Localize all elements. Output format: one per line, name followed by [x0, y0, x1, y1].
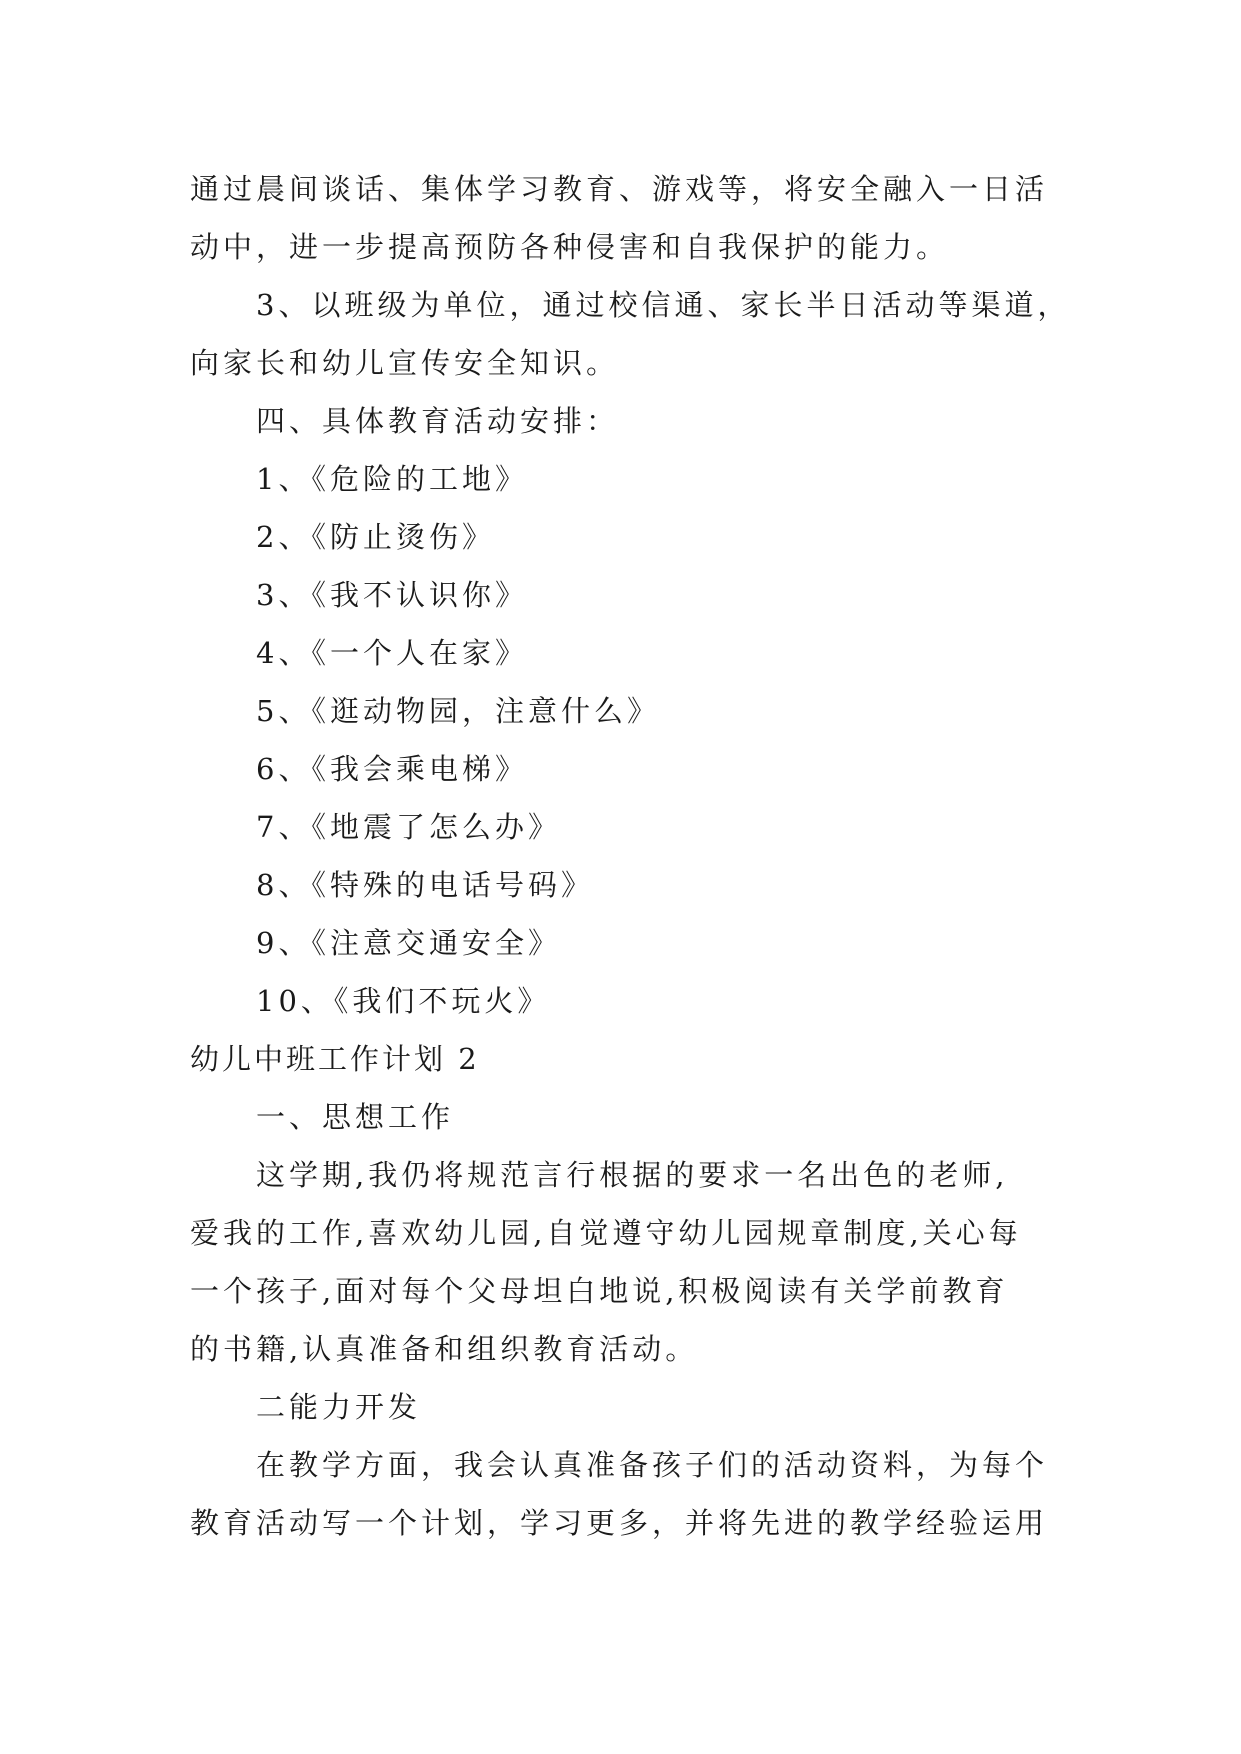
- section-heading: 一、思想工作: [256, 1100, 455, 1134]
- list-item: 10、《我们不玩火》: [256, 984, 551, 1018]
- list-item: 7、《地震了怎么办》: [256, 810, 561, 844]
- section-heading: 四、具体教育活动安排：: [256, 404, 620, 438]
- list-item: 1、《危险的工地》: [256, 462, 528, 496]
- paragraph-line: 这学期,我仍将规范言行根据的要求一名出色的老师,: [256, 1158, 1009, 1192]
- paragraph-line: 的书籍,认真准备和组织教育活动。: [190, 1332, 699, 1366]
- list-item: 2、《防止烫伤》: [256, 520, 495, 554]
- list-item: 9、《注意交通安全》: [256, 926, 561, 960]
- list-item: 8、《特殊的电话号码》: [256, 868, 594, 902]
- paragraph-line: 通过晨间谈话、集体学习教育、游戏等，将安全融入一日活: [190, 172, 1049, 206]
- paragraph-line: 在教学方面，我会认真准备孩子们的活动资料，为每个: [256, 1448, 1049, 1482]
- paragraph-line: 动中，进一步提高预防各种侵害和自我保护的能力。: [190, 230, 950, 264]
- paragraph-line: 3、以班级为单位，通过校信通、家长半日活动等渠道，: [256, 288, 1071, 322]
- paragraph-line: 教育活动写一个计划，学习更多，并将先进的教学经验运用: [190, 1506, 1049, 1540]
- list-item: 3、《我不认识你》: [256, 578, 528, 612]
- paragraph-line: 向家长和幼儿宣传安全知识。: [190, 346, 620, 380]
- list-item: 4、《一个人在家》: [256, 636, 528, 670]
- list-item: 5、《逛动物园，注意什么》: [256, 694, 660, 728]
- document-title: 幼儿中班工作计划 2: [190, 1042, 480, 1076]
- list-item: 6、《我会乘电梯》: [256, 752, 528, 786]
- section-heading: 二能力开发: [256, 1390, 422, 1424]
- paragraph-line: 爱我的工作,喜欢幼儿园,自觉遵守幼儿园规章制度,关心每: [190, 1216, 1022, 1250]
- paragraph-line: 一个孩子,面对每个父母坦白地说,积极阅读有关学前教育: [190, 1274, 1009, 1308]
- document-body: [190, 160, 1071, 1552]
